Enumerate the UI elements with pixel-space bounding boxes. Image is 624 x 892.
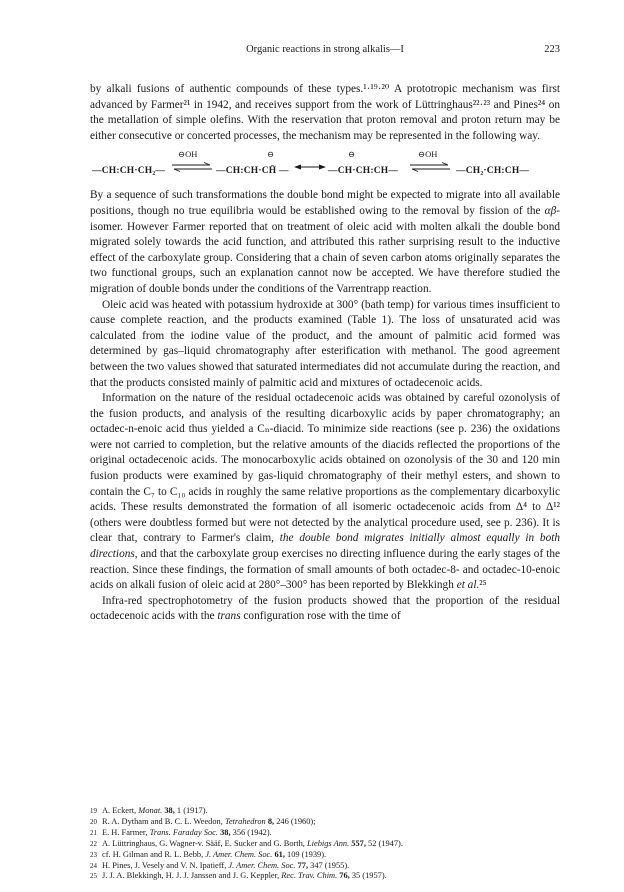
footnote-22 — [90, 839, 570, 850]
footnote-authors: A. Eckert, — [102, 806, 139, 815]
footnote-volume: 77, — [295, 860, 309, 870]
footnote-number: 25 — [90, 872, 97, 881]
footnote-volume: 76, — [337, 871, 350, 881]
footnote-journal: J. Amer. Chem. Soc. — [228, 860, 296, 870]
footnote-20 — [90, 817, 570, 828]
footnote-number: 19 — [90, 807, 97, 815]
footnote-23 — [90, 850, 570, 861]
paragraph-5 — [90, 594, 560, 625]
footnote-pages: 1 (1917). — [174, 806, 208, 815]
footnote-number: 21 — [90, 828, 97, 837]
footnote-journal: Rec. Trav. Chim. — [281, 871, 338, 881]
footnote-number: 20 — [90, 817, 97, 826]
paragraph-1: by alkali fusions of authentic compounds of these types.¹·¹⁹·²⁰ A prototropic mechanism was first advanced by Farmer²¹ in 1942, and receives support from the work of Lüttringhaus²²·²³ and Pines²⁴ on the metallation of simple olefins. With the reservation that proton removal and proton return may be either consecutive or concerted processes, the mechanism may be represented in the following way. — [90, 83, 560, 142]
hydroxide-label-left: ⊖OH — [178, 149, 198, 160]
footnote-number: 23 — [90, 850, 97, 859]
footnote-volume: 61, — [272, 849, 285, 859]
footnote-pages: 246 (1960); — [274, 816, 316, 826]
footnote-25 — [90, 871, 570, 882]
equilibrium-arrow-left — [170, 162, 214, 172]
footnote-journal: Monat. — [138, 806, 163, 815]
paragraph-2-text: By a sequence of such transformations the double bond might be expected to migrate into all available positions, though no true equilibria would be established owing to the removal by fission of the — [90, 189, 560, 217]
running-title: Organic reactions in strong alkalis—I — [246, 44, 404, 55]
footnote-21 — [90, 828, 570, 839]
footnote-authors: cf. H. Gilman and R. L. Bebb, — [102, 849, 206, 859]
footnote-authors: R. A. Dytham and B. C. L. Weedon, — [102, 816, 225, 826]
footnote-authors: A. Lüttringhaus, G. Wagner-v. Sääf, E. Sucker and G. Borth, — [102, 838, 307, 848]
page-number: 223 — [544, 44, 560, 55]
footnote-pages: 109 (1939). — [284, 849, 327, 859]
footnote-24 — [90, 861, 570, 872]
alpha-beta-italic: αβ — [544, 204, 557, 217]
footnote-journal: Liebigs Ann. — [307, 838, 350, 848]
footnote-authors: J. J. A. Blekkingh, H. J. J. Janssen and J. G. Keppler, — [102, 871, 282, 881]
footnote-volume: 38, — [162, 806, 175, 815]
scheme-group-4: —CH₂·CH:CH— — [456, 166, 530, 177]
footnote-journal: J. Amer. Chem. Soc. — [205, 849, 273, 859]
carbanion-charge-2: ⊖ — [348, 149, 356, 160]
et-al-italic: et al. — [456, 579, 480, 592]
footnote-authors: H. Pines, J. Vesely and V. N. Ipatieff, — [102, 860, 229, 870]
footnote-volume: 557, — [349, 838, 366, 848]
footnote-journal: Tetrahedron — [224, 816, 266, 826]
paragraph-2 — [90, 188, 560, 297]
paragraph-3: Oleic acid was heated with potassium hydroxide at 300° (bath temp) for various times insufficient to cause complete reaction, and the products examined (Table 1). The loss of unsaturated acid was calculated from the iodine value of the product, and the amount of palmitic acid formed was determined by gas–liquid chromatography after esterification with methanol. The good agreement between the two values showed that saturated intermediates did not accumulate during the reaction, and that the products consisted mainly of palmitic acid and mixtures of octadecenoic acids. — [90, 298, 560, 389]
scheme-group-2: —CH:CH·CH̄ — — [216, 166, 289, 177]
footnote-number: 22 — [90, 839, 97, 848]
footnote-authors: E. H. Farmer, — [102, 827, 150, 837]
hydroxide-label-right: ⊖OH — [418, 149, 438, 160]
footnote-19 — [90, 806, 570, 817]
paragraph-5-text: Infra-red spectrophotometry of the fusion products showed that the proportion of the residual octadecenoic acids with the — [90, 594, 560, 623]
paragraph-4 — [90, 391, 560, 594]
equilibrium-arrow-right — [408, 162, 452, 172]
emphasis-italic: the double bond migrates initially almost equally in both directions — [90, 532, 561, 561]
footnote-pages: 52 (1947). — [365, 838, 403, 848]
paragraph-4-text: Information on the nature of the residual octadecenoic acids was obtained by careful ozonolysis of the fusion products, and analysis of the resulting dicarboxylic acids by paper chromatography; an octadec-n-enoic acid thus yielded a Cₙ-diacid. To minimize side reactions (see p. 236) the oxidations were not carried to completion, but the relative amounts of the diacids reflected the proportions of the original octadecenoic acids. The monocarboxylic acids obtained on ozonolysis of the 30 and 120 min fusion products were examined by gas-liquid chromatography of their methyl esters, and shown to contain the C₇ to C₁₀ acids in roughly the same relative proportions as the complementary dicarboxylic acids. These results demonstrated the formation of all isomeric octadecenoic acids from Δ⁴ to Δ¹² (others were doubtless formed but were not detected by the analytical procedure used, see p. 236). It is clear that, contrary to Farmer's claim, — [90, 392, 560, 545]
footnote-number: 24 — [90, 861, 97, 870]
footnotes — [90, 806, 570, 882]
resonance-arrow — [294, 162, 326, 172]
trans-italic: trans — [217, 610, 241, 623]
paragraph-2-text-cont: -isomer. However Farmer reported that on treatment of oleic acid with molten alkali the double bond migrated solely towards the acid function, and attributed this rather surprising result to the inductive effect of the carboxylate group. Considering that a chain of seven carbon atoms originally separates the two functional groups, such an explanation cannot now be accepted. We have therefore studied the migration of double bonds under the conditions of the Varrentrapp reaction. — [90, 204, 560, 295]
footnote-journal: Trans. Faraday Soc. — [149, 827, 218, 837]
carbanion-charge-1: ⊖ — [267, 149, 275, 160]
scheme-group-1: —CH:CH·CH₂— — [92, 166, 166, 177]
footnote-pages: 35 (1957). — [349, 871, 387, 881]
mechanism-scheme — [90, 144, 560, 186]
page — [90, 44, 560, 625]
footnote-pages: 347 (1955). — [308, 860, 350, 870]
paragraph-4-text-cont: , and that the carboxylate group exercises no directing influence during the early stages of the reaction. Since these findings, the formation of small amounts of both octadec-8- and octadec-10-enoic acids on alkali fusion of oleic acid at 280°–300° has been reported by Blekkingh — [90, 548, 560, 592]
footnote-pages: 356 (1942). — [230, 827, 272, 837]
paragraph-5-text-cont: configuration rose with the time of — [240, 610, 401, 623]
citation-25: ²⁵ — [479, 579, 487, 592]
article-body — [90, 82, 560, 625]
footnote-volume: 8, — [265, 816, 275, 826]
scheme-group-3: —CH·CH:CH— — [328, 166, 399, 177]
footnote-volume: 38, — [217, 827, 231, 837]
running-header — [90, 44, 560, 60]
